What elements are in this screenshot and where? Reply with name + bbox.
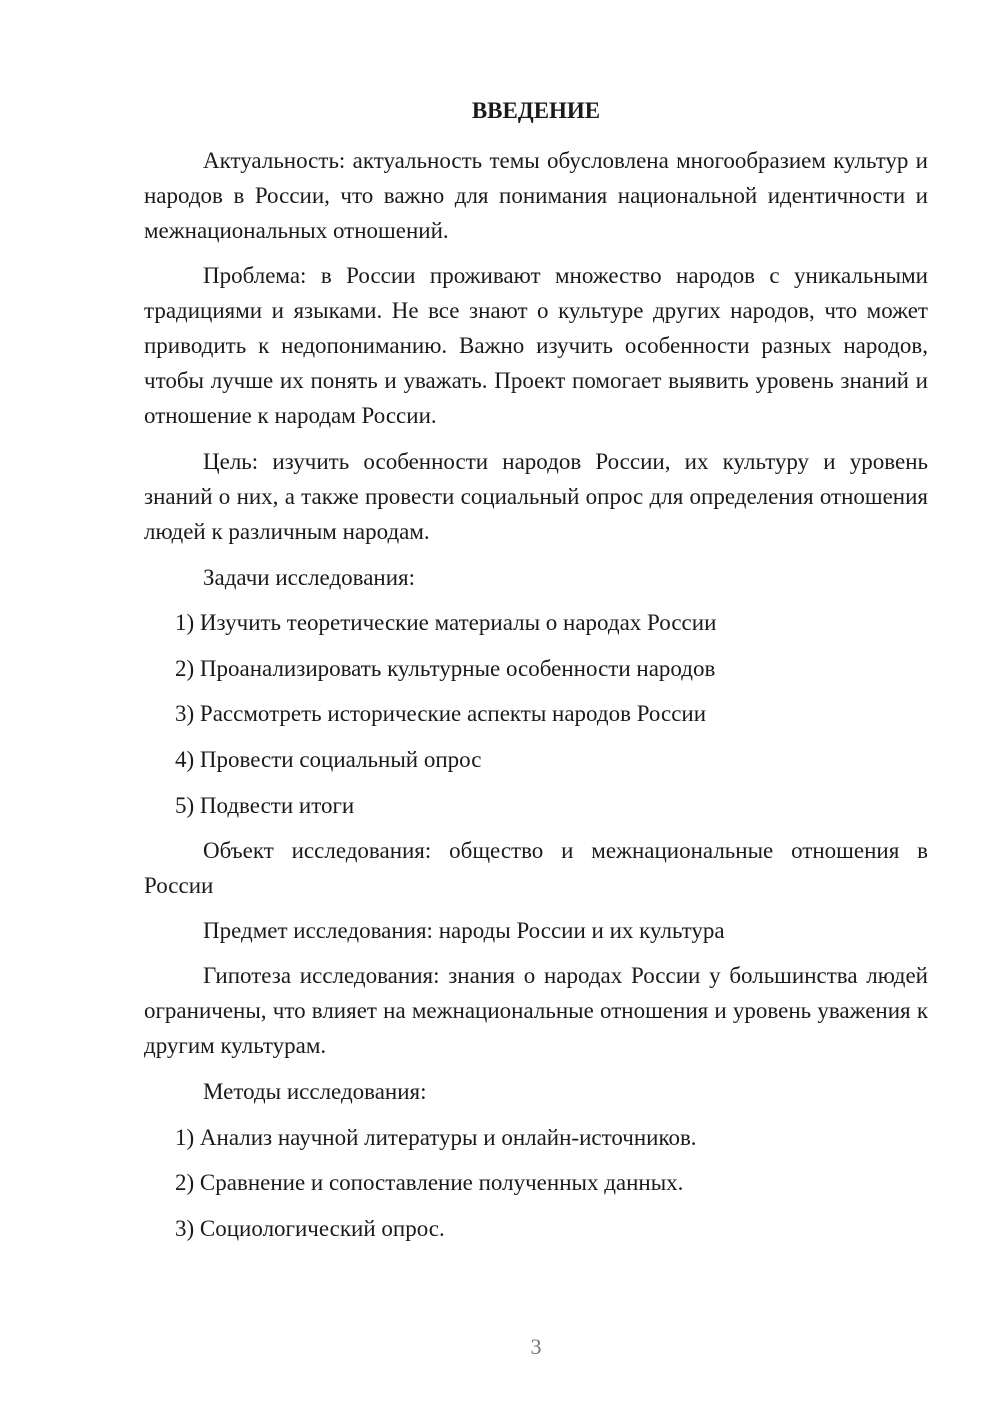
- task-item: 4) Провести социальный опрос: [175, 747, 482, 772]
- tasks-heading: Задачи исследования:: [203, 565, 416, 590]
- method-item: 2) Сравнение и сопоставление полученных данных.: [175, 1170, 684, 1195]
- method-item: 3) Социологический опрос.: [175, 1216, 445, 1241]
- paragraph-relevance: Актуальность: актуальность темы обусловлена многообразием культур и народов в России, что важно для понимания национальной идентичности и межнациональных отношений.: [144, 148, 928, 243]
- page-title: ВВЕДЕНИЕ: [471, 98, 601, 123]
- paragraph-object: Объект исследования: общество и межнациональные отношения в России: [144, 838, 928, 898]
- document-page: [144, 0, 928, 1414]
- task-item: 3) Рассмотреть исторические аспекты народов России: [175, 701, 707, 726]
- task-item: 2) Проанализировать культурные особенности народов: [175, 656, 716, 681]
- paragraph-hypothesis: Гипотеза исследования: знания о народах России у большинства людей ограничены, что влияет на межнациональные отношения и уровень уважения к другим культурам.: [144, 963, 928, 1058]
- paragraph-problem: Проблема: в России проживают множество народов с уникальными традициями и языками. Не все знают о культуре других народов, что может приводить к недопониманию. Важно изучить особенности разных народов, чтобы лучше их понять и уважать. Проект помогает выявить уровень знаний и отношение к народам России.: [144, 263, 928, 428]
- task-item: 5) Подвести итоги: [175, 793, 355, 818]
- paragraph-goal: Цель: изучить особенности народов России, их культуру и уровень знаний о них, а также провести социальный опрос для определения отношения людей к различным народам.: [144, 449, 928, 544]
- page-number: 3: [530, 1334, 542, 1359]
- method-item: 1) Анализ научной литературы и онлайн-источников.: [175, 1125, 697, 1150]
- paragraph-subject: Предмет исследования: народы России и их культура: [203, 918, 725, 943]
- task-item: 1) Изучить теоретические материалы о народах России: [175, 610, 717, 635]
- methods-heading: Методы исследования:: [203, 1079, 427, 1104]
